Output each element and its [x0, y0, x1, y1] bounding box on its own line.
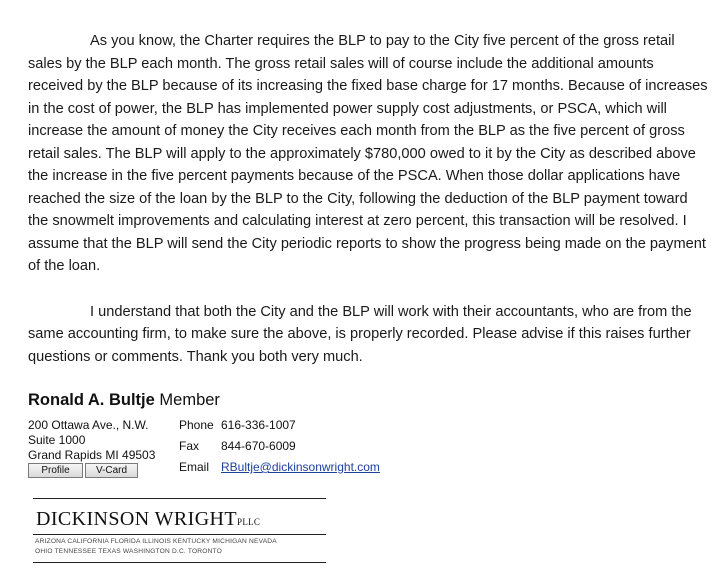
firm-logo: [33, 494, 326, 572]
letter-body: [28, 30, 708, 368]
fax-label: Fax: [179, 439, 200, 453]
fax-value: 844-670-6009: [221, 439, 296, 453]
signer-name: Ronald A. Bultje: [28, 391, 155, 409]
phone-value: 616-336-1007: [221, 418, 296, 432]
signer-title: Member: [159, 391, 220, 409]
logo-locations-line2: OHIO TENNESSEE TEXAS WASHINGTON D.C. TORONTO: [35, 548, 222, 555]
logo-firm-name: DICKINSON WRIGHT: [36, 508, 238, 530]
logo-locations-line1: ARIZONA CALIFORNIA FLORIDA ILLINOIS KENTUCKY MICHIGAN NEVADA: [35, 538, 277, 545]
paragraph-payment-terms: As you know, the Charter requires the BLP to pay to the City five percent of the gross retail sales by the BLP each month. The gross retail sales will of course include the additional amounts received by the BLP because of its increasing the fixed base charge for 17 months. Because of increases in the cost of power, the BLP has implemented power supply cost adjustments, or PSCA, which will increase the amount of money the City receives each month from the BLP as the five percent of gross retail sales. The BLP will apply to the approximately $780,000 owed to it by the City as described above the increase in the five percent payments because of the PSCA. When those dollar applications have reached the size of the loan by the BLP to the City, following the deduction of the BLP payment toward the snowmelt improvements and calculating interest at zero percent, this transaction will be resolved. I assume that the BLP will send the City periodic reports to show the progress being made on the payment of the loan.: [28, 33, 708, 274]
vcard-button[interactable]: V-Card: [85, 463, 138, 478]
signature-buttons: [28, 463, 138, 478]
address-line-city: Grand Rapids MI 49503: [28, 448, 156, 462]
logo-top-rule: [33, 498, 326, 499]
logo-wordmark: [36, 508, 260, 531]
signature-contact: [179, 418, 380, 481]
phone-label: Phone: [179, 418, 214, 432]
logo-bottom-rule: [33, 562, 326, 563]
paragraph-accountants: I understand that both the City and the BLP will work with their accountants, who are from the same accounting firm, to make sure the above, is properly recorded. Please advise if this raises further questions or comments. Thank you both very much.: [28, 303, 692, 365]
email-row: [179, 460, 380, 481]
signature-name-line: [28, 391, 220, 410]
phone-row: [179, 418, 380, 439]
email-link[interactable]: RBultje@dickinsonwright.com: [221, 460, 380, 474]
address-line-street: 200 Ottawa Ave., N.W.: [28, 418, 149, 432]
logo-middle-rule: [33, 534, 326, 535]
email-label: Email: [179, 460, 210, 474]
profile-button[interactable]: Profile: [28, 463, 83, 478]
address-line-suite: Suite 1000: [28, 433, 86, 447]
fax-row: [179, 439, 380, 460]
signature-address: [28, 418, 155, 463]
logo-suffix: PLLC: [237, 517, 261, 527]
